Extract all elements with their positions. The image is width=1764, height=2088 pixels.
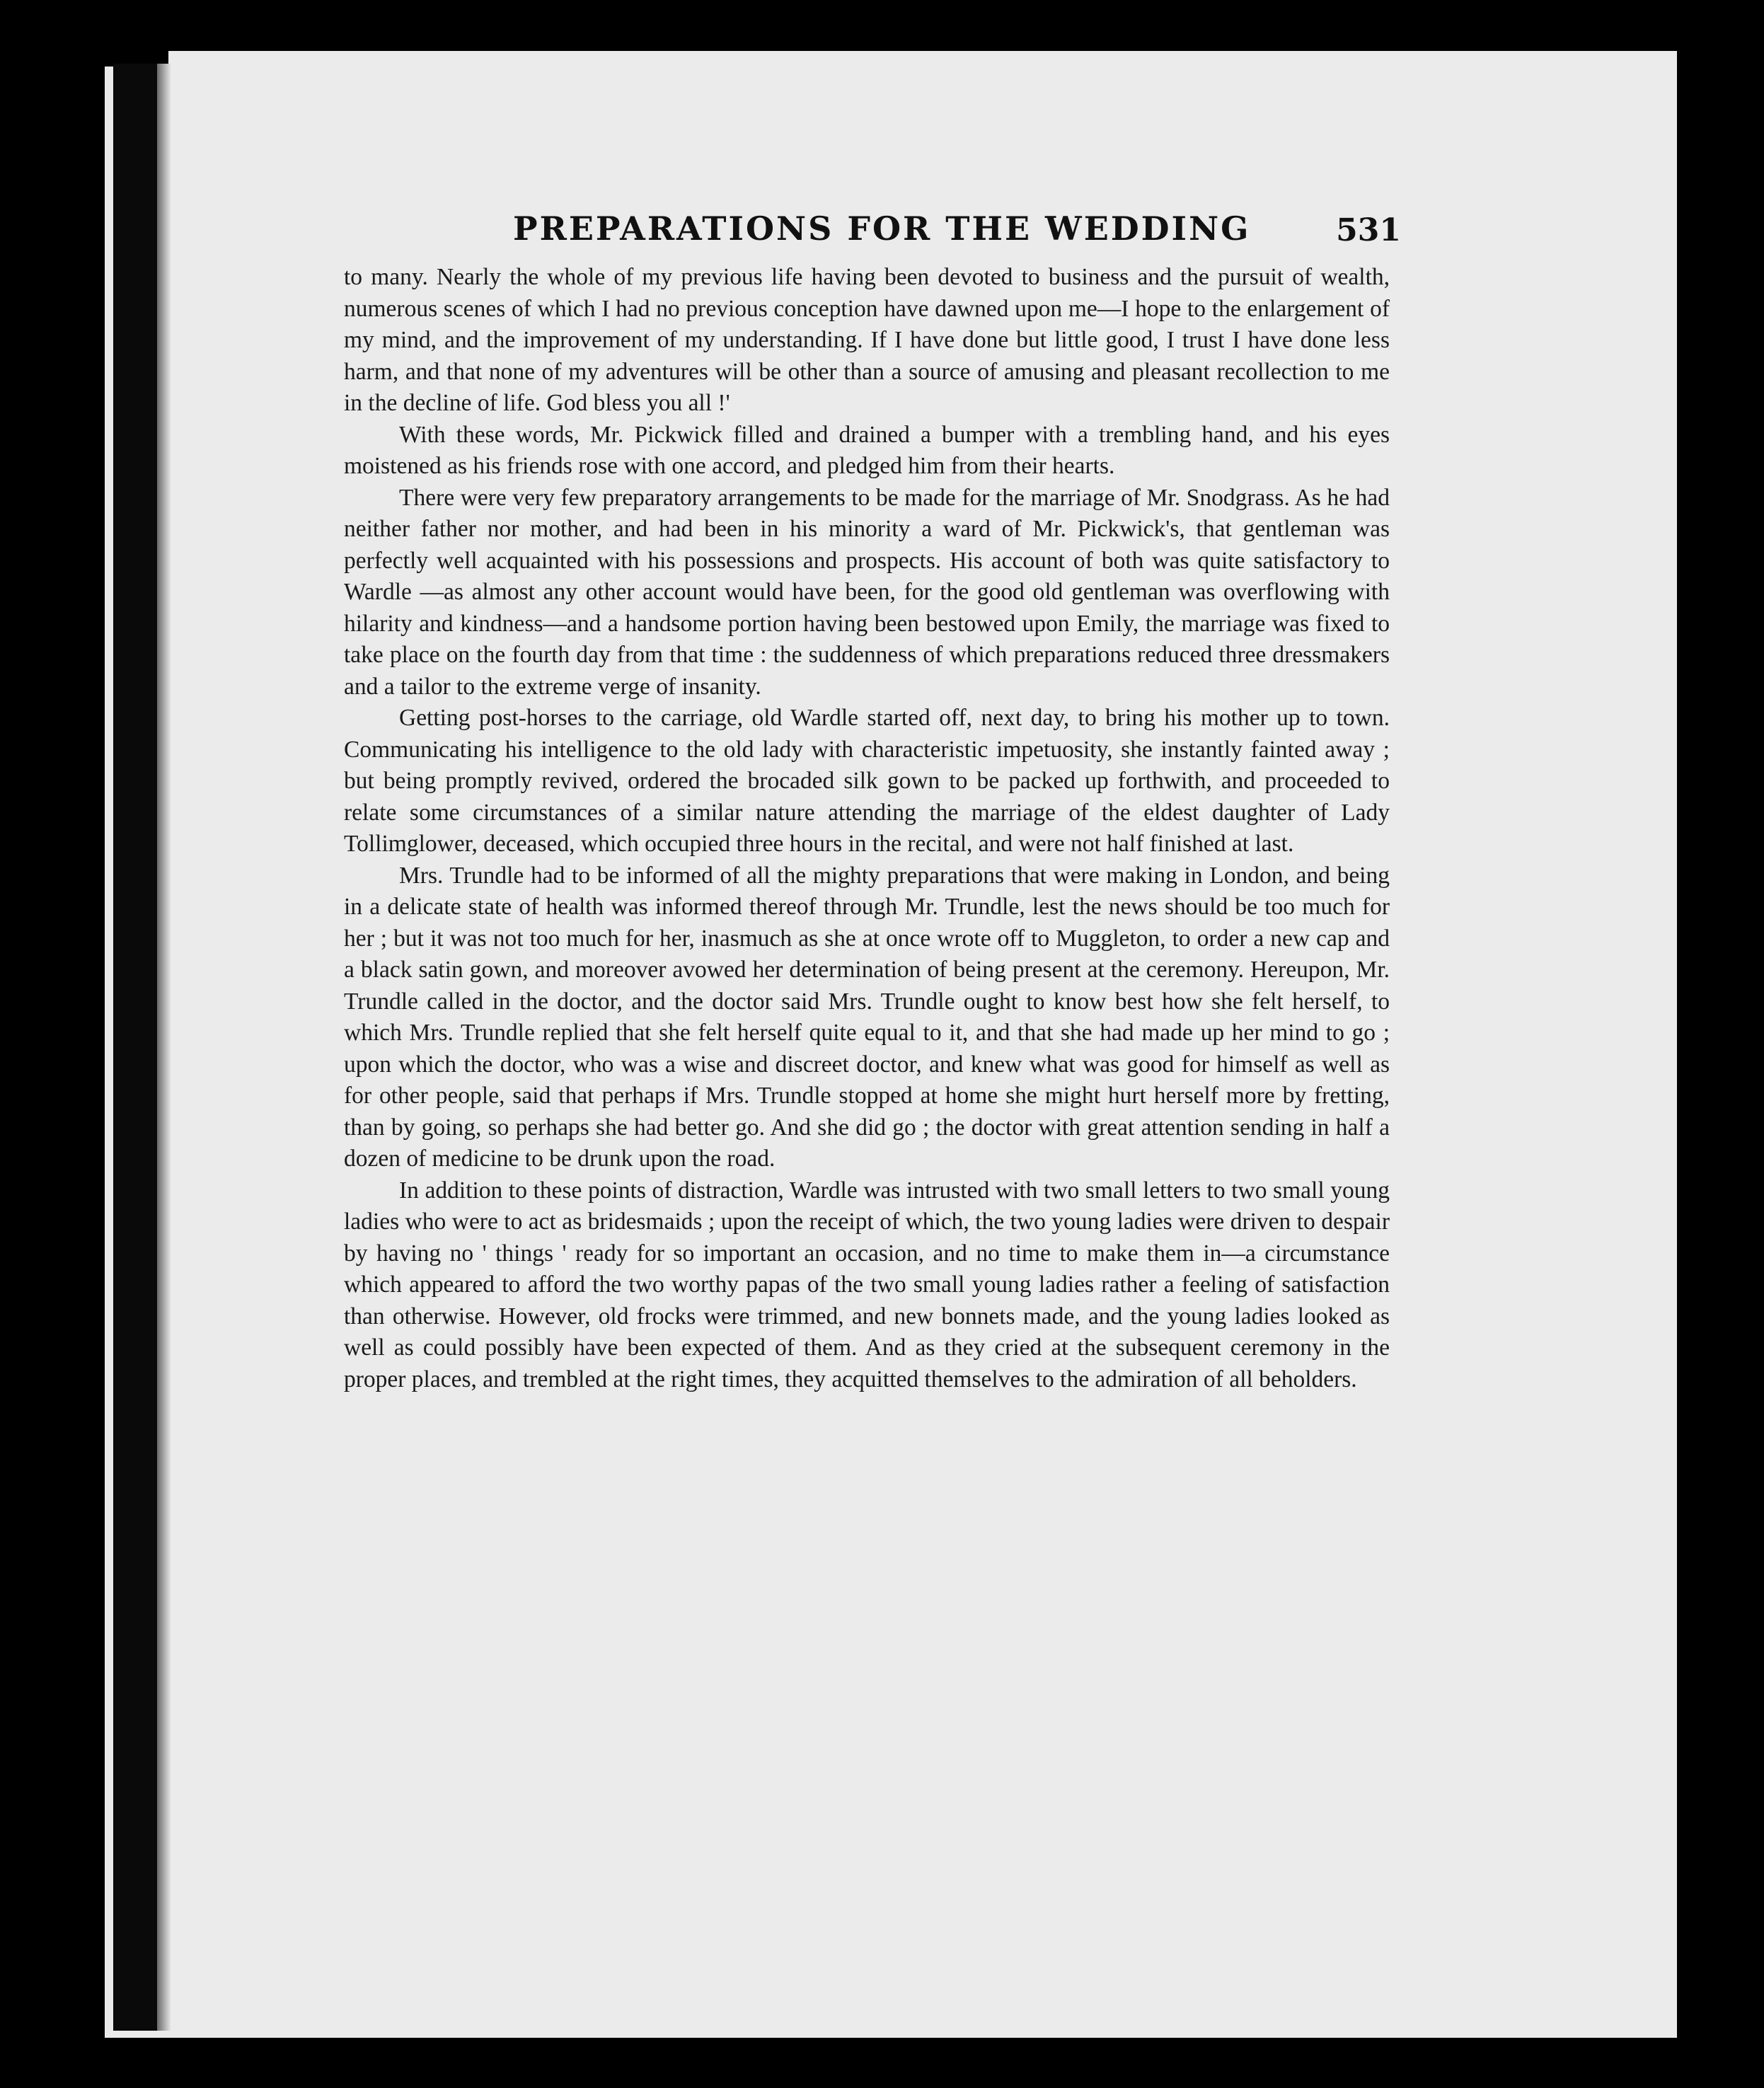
paragraph-3: There were very few preparatory arrangements to be made for the marriage of Mr. Snodgrass. As he had neither father nor mother, and had been in his minority a ward of Mr. Pickwick's, that gentleman was perfectly well acquainted with his possessions and prospects. His account of both was quite satisfactory to Wardle —as almost any other account would have been, for the good old gentleman was overflowing with hilarity and kindness—and a handsome portion having been bestowed upon Emily, the marriage was fixed to take place on the fourth day from that time : the suddenness of which preparations reduced three dressmakers and a tailor to the extreme verge of insanity. — [344, 484, 1390, 700]
binding-gutter — [113, 64, 157, 2031]
running-title: PREPARATIONS FOR THE WEDDING — [513, 209, 1251, 248]
body-text — [344, 262, 1390, 1395]
paragraph-2: With these words, Mr. Pickwick filled and drained a bumper with a trembling hand, and his eyes moistened as his friends rose with one accord, and pledged him from their hearts. — [344, 421, 1390, 479]
paragraph-6: In addition to these points of distraction, Wardle was intrusted with two small letters to two small young ladies who were to act as bridesmaids ; upon the receipt of which, the two young ladies were driven to despair by having no ' things ' ready for so important an occasion, and no time to make them in—a circumstance which appeared to afford the two worthy papas of the two small young ladies rather a feeling of satisfaction than otherwise. However, old frocks were trimmed, and new bonnets made, and the young ladies looked as well as could possibly have been expected of them. And as they cried at the subsequent ceremony in the proper places, and trembled at the right times, they acquitted themselves to the admiration of all beholders. — [344, 1177, 1390, 1392]
page-number: 531 — [1336, 212, 1401, 248]
page-header — [340, 209, 1401, 266]
binding-gutter-shadow — [157, 64, 171, 2031]
paragraph-5: Mrs. Trundle had to be informed of all the mighty preparations that were making in London, and being in a delicate state of health was informed thereof through Mr. Trundle, lest the news should be too much for her ; but it was not too much for her, inasmuch as she at once wrote off to Muggleton, to order a new cap and a black satin gown, and moreover avowed her determination of being present at the ceremony. Hereupon, Mr. Trundle called in the doctor, and the doctor said Mrs. Trundle ought to know best how she felt herself, to which Mrs. Trundle replied that she felt herself quite equal to it, and that she had made up her mind to go ; upon which the doctor, who was a wise and discreet doctor, and knew what was good for himself as well as for other people, said that perhaps if Mrs. Trundle stopped at home she might hurt herself more by fretting, than by going, so perhaps she had better go. And she did go ; the doctor with great attention sending in half a dozen of medicine to be drunk upon the road. — [344, 862, 1390, 1172]
paragraph-4: Getting post-horses to the carriage, old Wardle started off, next day, to bring his mother up to town. Communicating his intelligence to the old lady with characteristic impetuosity, she instantly fainted away ; but being promptly revived, ordered the brocaded silk gown to be packed up forthwith, and proceeded to relate some circumstances of a similar nature attending the marriage of the eldest daughter of Lady Tollimglower, deceased, which occupied three hours in the recital, and were not half finished at last. — [344, 705, 1390, 857]
paragraph-1: to many. Nearly the whole of my previous life having been devoted to business and the pursuit of wealth, numerous scenes of which I had no previous conception have dawned upon me—I hope to the enlargement of my mind, and the improvement of my understanding. If I have done but little good, I trust I have done less harm, and that none of my adventures will be other than a source of amusing and pleasant recollection to me in the decline of life. God bless you all !' — [344, 264, 1390, 416]
